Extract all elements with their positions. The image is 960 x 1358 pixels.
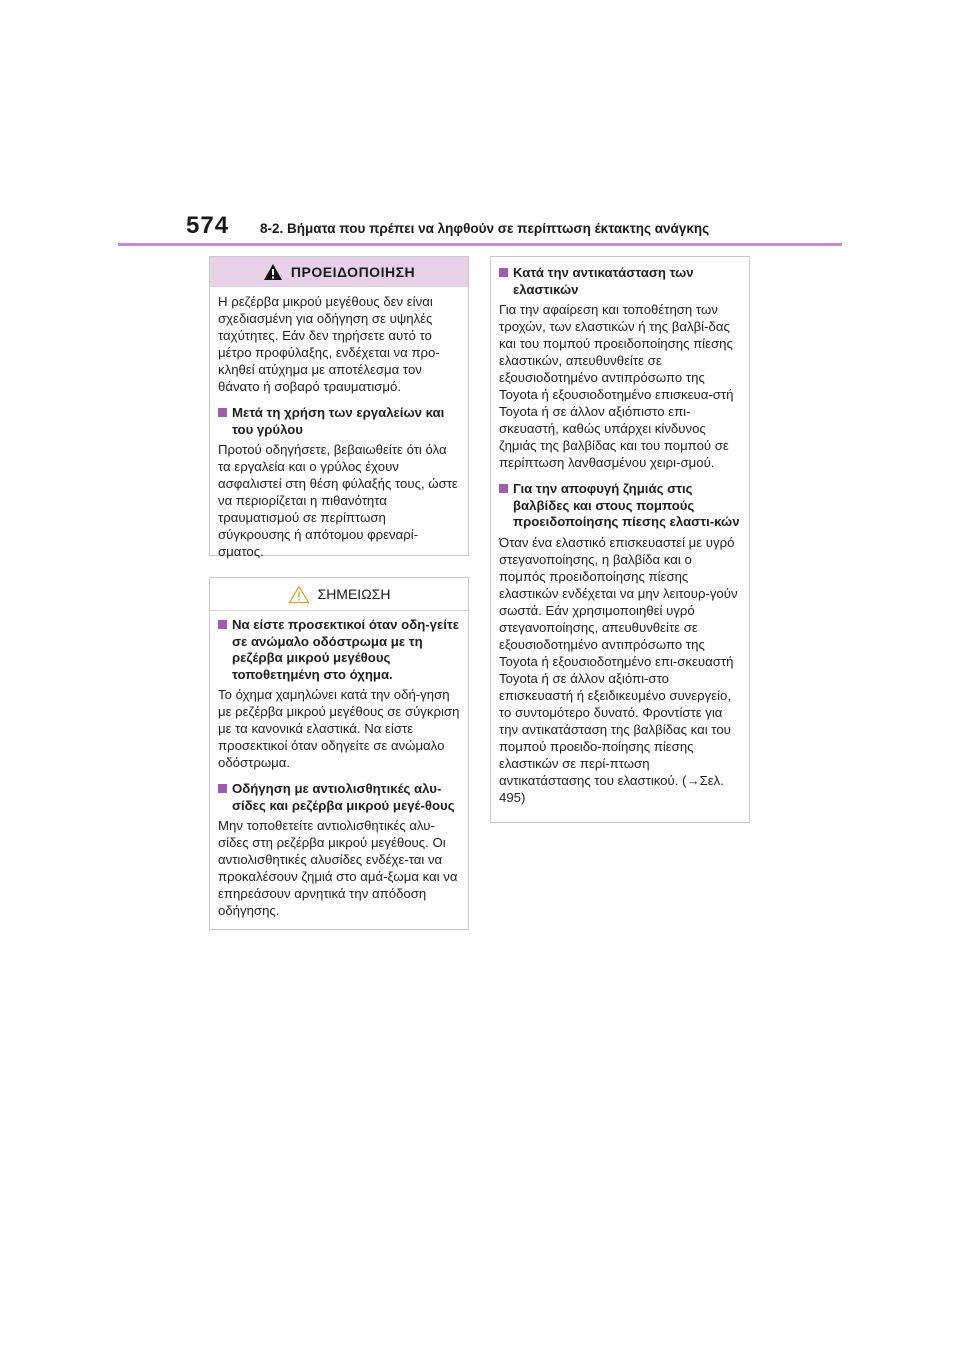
continuation-box	[490, 256, 750, 823]
square-bullet-icon	[218, 408, 227, 417]
square-bullet-icon	[218, 620, 227, 629]
warning-section-title-text: Μετά τη χρήση των εργαλείων και του γρύλου	[232, 405, 445, 437]
warning-triangle-icon	[263, 263, 283, 281]
note-section-title-text: Οδήγηση με αντιολισθητικές αλυ-σίδες και ρεζέρβα μικρού μεγέ-θους	[232, 781, 455, 813]
note-section-text: Μην τοποθετείτε αντιολισθητικές αλυ-σίδες στη ρεζέρβα μικρού μεγέθους. Οι αντιολισθητικές αλυσίδες ενδέχε-ται να προκαλέσουν ζημιά στο αμά-ξωμα και να επηρεάσουν αρνητικά την απόδοση οδήγησης.	[218, 818, 458, 918]
note-title: ΣΗΜΕΙΩΣΗ	[317, 586, 391, 602]
note-section-title-text: Να είστε προσεκτικοί όταν οδη-γείτε σε ανώμαλο οδόστρωμα με τη ρεζέρβα μικρού μεγέθους τοποθετημένη στο όχημα.	[232, 617, 460, 682]
note-header	[210, 578, 468, 611]
header-divider	[118, 243, 842, 246]
continuation-section-text: Για την αφαίρεση και τοποθέτηση των τροχών, των ελαστικών ή της βαλβί-δας και του πομπού προειδοποίησης πίεσης ελαστικών, απευθυνθείτε σε εξουσιοδοτημένο αντιπρόσωπο της Toyota ή εξουσιοδοτημένο επισκευα-στή Toyota ή σε άλλον αξιόπιστο επι-σκευαστή, καθώς υπάρχει κίνδυνος ζημιάς της βαλβίδας και του πομπού σε περίπτωση λανθασμένου χειρι-σμού.	[499, 302, 734, 470]
note-section-text: Το όχημα χαμηλώνει κατά την οδή-γηση με ρεζέρβα μικρού μεγέθους σε σύγκριση με τα κανονικά ελαστικά. Να είστε προσεκτικοί όταν οδηγείτε σε ανώμαλο οδόστρωμα.	[218, 687, 460, 770]
note-box	[209, 577, 469, 930]
caution-outline-triangle-icon	[288, 585, 310, 604]
square-bullet-icon	[218, 784, 227, 793]
page-number: 574	[186, 212, 230, 239]
continuation-section-title	[499, 481, 741, 531]
warning-box	[209, 256, 469, 559]
warning-section-title	[218, 405, 460, 438]
continuation-section-title-text: Για την αποφυγή ζημιάς στις βαλβίδες και στους πομπούς προειδοποίησης πίεσης ελαστι-κών	[513, 481, 740, 529]
continuation-section-title-text: Κατά την αντικατάσταση των ελαστικών	[513, 265, 694, 297]
warning-section-text: Προτού οδηγήσετε, βεβαιωθείτε ότι όλα τα εργαλεία και ο γρύλος έχουν ασφαλιστεί στη θέση φύλαξής τους, ώστε να περιορίζεται η πιθανότητα τραυματισμού σε περίπτωση σύγκρουσης ή απότομου φρεναρί-σματος.	[218, 442, 458, 559]
continuation-section-title	[499, 265, 741, 298]
warning-intro: Η ρεζέρβα μικρού μεγέθους δεν είναι σχεδιασμένη για οδήγηση σε υψηλές ταχύτητες. Εάν δεν τηρήσετε αυτό το μέτρο προφύλαξης, ενδέχεται να προ-κληθεί ατύχημα με αποτέλεσμα τον θάνατο ή σοβαρό τραυματισμό.	[218, 294, 440, 394]
note-section-title	[218, 617, 460, 683]
warning-title: ΠΡΟΕΙΔΟΠΟΙΗΣΗ	[290, 264, 416, 280]
note-section-title	[218, 781, 460, 814]
continuation-section-text: Όταν ένα ελαστικό επισκευαστεί με υγρό στεγανοποίησης, η βαλβίδα και ο πομπός προειδοποίησης πίεσης ελαστικών ενδέχεται να μην λειτουρ-γούν σωστά. Εάν χρησιμοποιηθεί υγρό στεγανοποίησης, απευθυνθείτε σε εξουσιοδοτημένο αντιπρόσωπο της Toyota ή εξουσιοδοτημένο επι-σκευαστή Toyota ή σε άλλον αξιόπι-στο επισκευαστή ή εξειδικευμένο συνεργείο, το συντομότερο δυνατό. Φροντίστε για την αντικατάσταση της βαλβίδας και του πομπού προειδο-ποίησης πίεσης ελαστικών σε περί-πτωση αντικατάστασης του ελαστικού. (→Σελ. 495)	[499, 534, 738, 805]
square-bullet-icon	[499, 484, 508, 493]
running-title: 8-2. Βήματα που πρέπει να ληφθούν σε περίπτωση έκτακτης ανάγκης	[260, 221, 710, 236]
square-bullet-icon	[499, 268, 508, 277]
warning-header	[210, 257, 468, 287]
